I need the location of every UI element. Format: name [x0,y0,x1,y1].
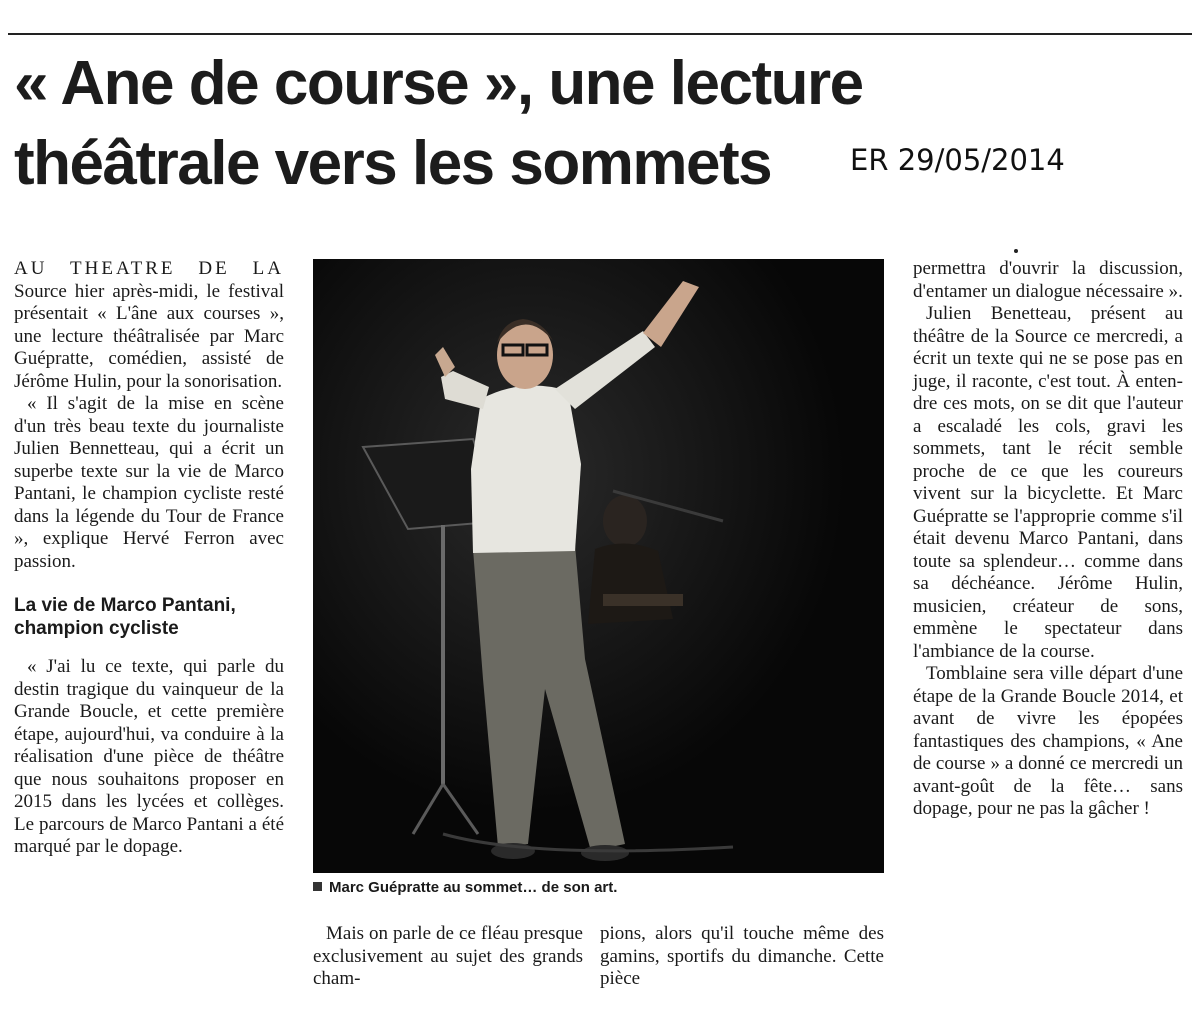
caption-bullet [313,882,322,891]
paragraph-2: « Il s'agit de la mise en scène d'un très beau texte du journaliste Julien Bennetteau, qui a écrit un superbe texte sur la vie de Marco Pantani, le champion cycliste resté dans la légende du Tour de France », explique Hervé Ferron avec passion. [14,393,284,572]
ink-dot [1014,249,1018,253]
paragraph-3: « J'ai lu ce texte, qui parle du destin tragique du vainqueur de la Grande Boucle, et cette première étape, aujourd'hui, va conduire à la réalisation d'une pièce de théâtre que nous souhaitons proposer en 2015 dans les lycées et collèges. Le parcours de Marco Pantani a été marqué par le dopage. [14,656,284,857]
article-photo [313,259,884,873]
column-1 [14,258,284,859]
publication-date: ER 29/05/2014 [850,143,1065,177]
article-headline: « Ane de course », une lecture théâtrale vers les sommets [14,49,863,198]
column-4-paragraph-1: permettra d'ouvrir la discussion, d'entamer un dialogue nécessaire ». [913,258,1183,302]
top-rule [8,33,1192,35]
column-2 [313,923,583,991]
lead-caps: AU THEATRE DE LA [14,258,284,279]
photo-caption [313,879,617,896]
lead-paragraph [14,258,284,393]
column-3-text: pions, alors qu'il touche même des gamins, sportifs du dimanche. Cette pièce [600,923,884,989]
lead-rest: Source hier après-midi, le festival présentait « L'âne aux courses », une lecture théâtralisée par Marc Guépratte, comédien, assisté de Jérôme Hulin, pour la sonorisation. [14,280,284,392]
column-4-paragraph-2: Julien Benetteau, présent au théâtre de la Source ce mercredi, a écrit un texte qui ne se pose pas en juge, il raconte, c'est tout. À entendre ces mots, on se dit que l'auteur a escaladé les cols, gravi les sommets, tant le récit semble proche de ce que les coureurs vivent sur la bicyclette. Et Marc Guépratte se l'approprie comme s'il était devenu Marco Pantani, dans toute sa splendeur… comme dans sa déchéance. Jérôme Hulin, musicien, créateur de sons, emmène le spectateur dans l'ambiance de la course. [913,303,1183,662]
column-3 [600,923,884,991]
subheading: La vie de Marco Pantani, champion cycliste [14,595,236,639]
caption-text: Marc Guépratte au sommet… de son art. [329,879,618,896]
column-4 [913,258,1183,821]
column-2-text: Mais on parle de ce fléau presque exclusivement au sujet des grands cham- [313,923,583,989]
column-4-paragraph-3: Tomblaine sera ville départ d'une étape de la Grande Boucle 2014, et avant de vivre les épopées fantastiques des champions, « Ane de course » a donné ce mercredi un avant-goût de la fête… sans dopage, pour ne pas la gâcher ! [913,663,1183,819]
